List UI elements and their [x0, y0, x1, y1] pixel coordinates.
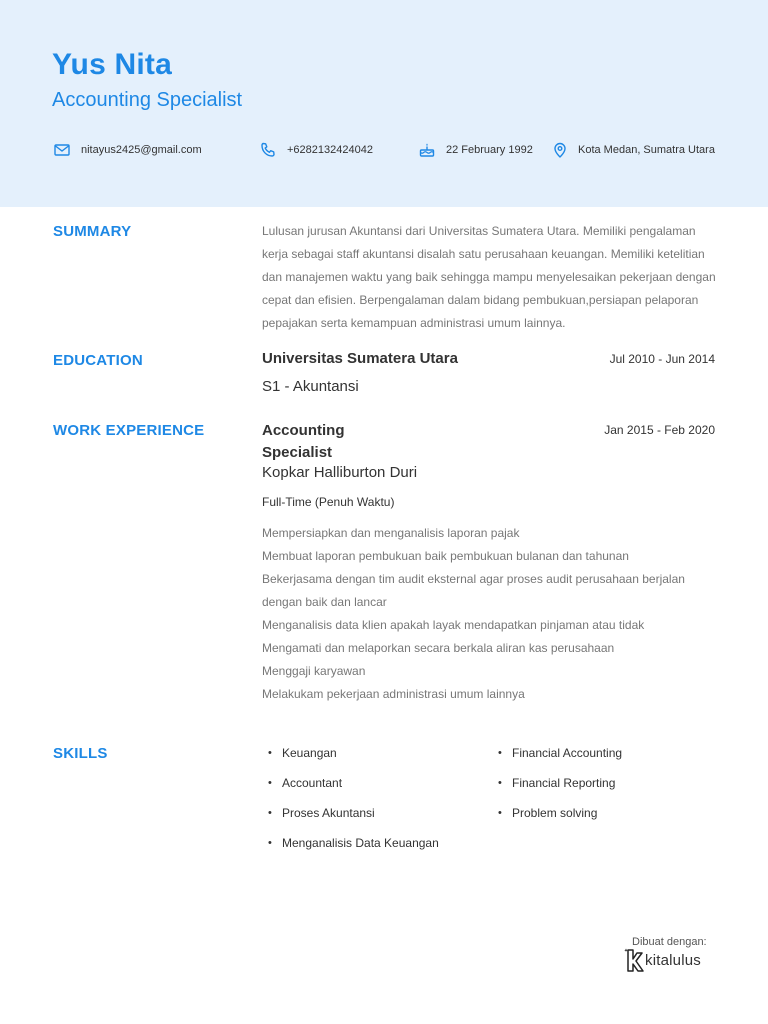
contact-birthdate	[418, 139, 533, 162]
skill-item: • Keuangan	[262, 746, 439, 776]
section-title-education: EDUCATION	[53, 352, 143, 369]
job-duty: Bekerjasama dengan tim audit eksternal agar proses audit perusahaan berjalan dengan baik dan lancar	[262, 572, 685, 609]
kitalulus-logo	[624, 947, 701, 973]
section-title-work-experience: WORK EXPERIENCE	[53, 422, 205, 439]
job-duty: Menggaji karyawan	[262, 664, 366, 678]
job-duty: Mempersiapkan dan menganalisis laporan pajak	[262, 526, 520, 540]
map-pin-icon	[551, 141, 569, 159]
education-degree: S1 - Akuntansi	[262, 378, 359, 395]
skill-item: • Problem solving	[492, 806, 622, 836]
skills-list-left	[262, 746, 439, 866]
candidate-role: Accounting Specialist	[52, 89, 243, 111]
kitalulus-icon	[624, 947, 644, 973]
education-dates: Jul 2010 - Jun 2014	[609, 352, 715, 366]
email-text: nitayus2425@gmail.com	[81, 144, 202, 156]
job-company: Kopkar Halliburton Duri	[262, 464, 418, 481]
phone-text: +6282132424042	[287, 144, 373, 156]
job-duty: Mengamati dan melaporkan secara berkala aliran kas perusahaan	[262, 641, 615, 655]
contact-email	[53, 139, 202, 162]
job-duties-list	[262, 522, 717, 706]
section-title-skills: SKILLS	[53, 745, 108, 762]
job-duty: Membuat laporan pembukuan baik pembukuan bulanan dan tahunan	[262, 549, 629, 563]
birthdate-text: 22 February 1992	[446, 144, 533, 156]
job-title: Accounting Specialist	[262, 422, 345, 461]
footer-made-with: Dibuat dengan:	[632, 936, 707, 948]
skills-list-right	[492, 746, 622, 836]
contact-phone	[259, 139, 373, 162]
skill-item: • Proses Akuntansi	[262, 806, 439, 836]
skill-item: • Menganalisis Data Keuangan	[262, 836, 439, 866]
job-duty: Menganalisis data klien apakah layak mendapatkan pinjaman atau tidak	[262, 618, 645, 632]
job-type: Full-Time (Penuh Waktu)	[262, 495, 395, 509]
summary-text: Lulusan jurusan Akuntansi dari Universitas Sumatera Utara. Memiliki pengalaman kerja sebagai staff akuntansi disalah satu perusahaan keuangan. Memiliki ketelitian dan manajemen waktu yang baik sehingga mampu menyelesaikan pekerjaan dengan cepat dan efisien. Berpengalaman dalam bidang pembukuan,persiapan pelaporan pepajakan serta kemampuan administrasi umum lainnya.	[262, 224, 716, 330]
section-title-summary: SUMMARY	[53, 223, 132, 240]
resume-header	[0, 0, 768, 207]
cake-icon	[418, 141, 436, 159]
location-text: Kota Medan, Sumatra Utara	[578, 144, 715, 156]
candidate-name: Yus Nita	[52, 48, 172, 81]
job-duty: Melakukam pekerjaan administrasi umum lainnya	[262, 687, 525, 701]
education-school: Universitas Sumatera Utara	[262, 350, 458, 367]
envelope-icon	[53, 141, 71, 159]
skill-item: • Accountant	[262, 776, 439, 806]
phone-icon	[259, 141, 277, 159]
kitalulus-wordmark: kitalulus	[645, 951, 701, 969]
job-dates: Jan 2015 - Feb 2020	[604, 423, 715, 437]
skill-item: • Financial Accounting	[492, 746, 622, 776]
contact-location	[551, 139, 721, 162]
skill-item: • Financial Reporting	[492, 776, 622, 806]
